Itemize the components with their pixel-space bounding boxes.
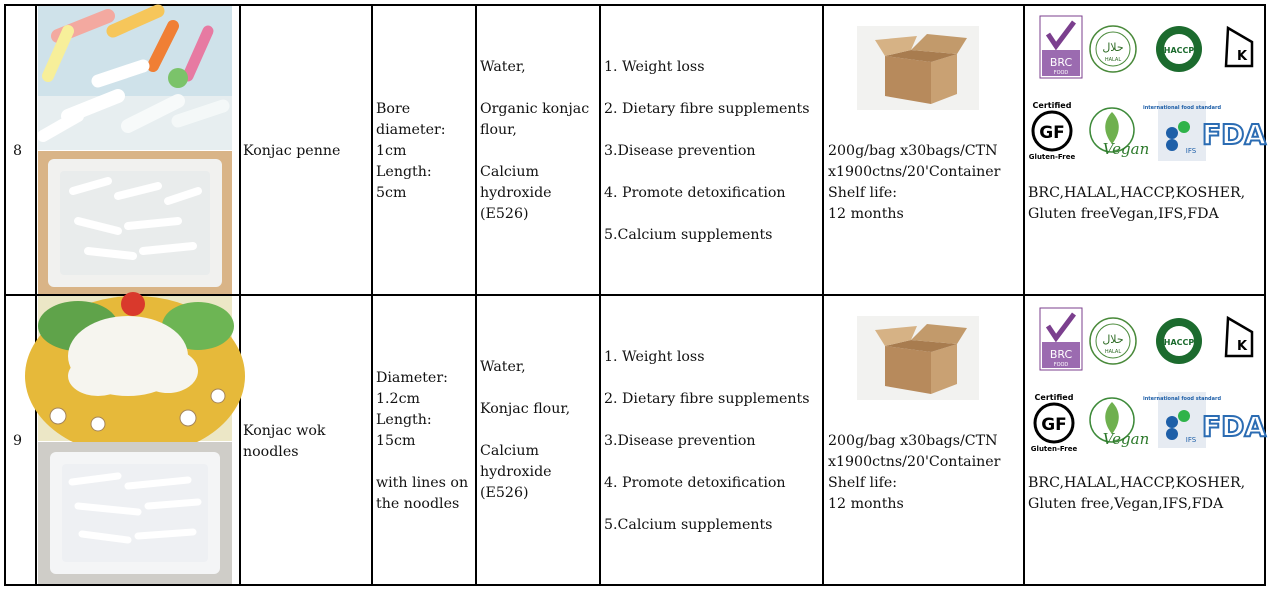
spec-line: diameter: [376,122,446,138]
packing-line: Shelf life: [828,185,898,201]
ifs-logo [1142,101,1222,161]
svg-text:BRC: BRC [1049,56,1073,69]
svg-text:HACCP: HACCP [1163,46,1195,55]
product-name: Konjac penne [243,143,341,159]
col-divider [371,4,373,586]
ingredients [480,57,589,225]
ingredient-line: Konjac flour, [480,401,571,417]
gluten-free-logo [1026,100,1080,162]
brc-logo [1040,308,1082,370]
svg-text:HALAL: HALAL [1104,349,1122,355]
svg-text:K: K [1236,49,1248,64]
svg-text:FDA: FDA [1201,410,1267,443]
spec-line: Diameter: [376,370,448,386]
product-photo-wok-noodles-bag [38,442,232,584]
svg-text:حلال: حلال [1102,41,1124,54]
col-divider [599,4,601,586]
packing-line: x1900ctns/20'Container [828,164,1001,180]
ingredient-line: (E526) [480,206,529,222]
product-spec [376,99,446,204]
row-number: 9 [13,433,23,449]
haccp-logo [1154,316,1204,366]
cert-line: BRC,HALAL,HACCP,KOSHER, [1028,475,1246,491]
benefit-line: 3.Disease prevention [604,143,756,159]
svg-text:Vegan: Vegan [1102,430,1150,448]
brc-logo [1040,16,1082,78]
col-divider [1023,4,1025,586]
table-border-bottom [4,584,1266,586]
svg-text:K: K [1236,339,1248,354]
svg-text:Certified: Certified [1034,393,1074,402]
svg-text:FOOD: FOOD [1053,362,1069,368]
vegan-logo [1086,104,1154,160]
ingredient-line: Water, [480,359,526,375]
svg-text:Certified: Certified [1032,101,1072,110]
spec-line: Length: [376,412,432,428]
spec-line: 1.2cm [376,391,420,407]
svg-text:FDA: FDA [1201,118,1267,151]
product-name [243,421,326,463]
row-number: 8 [13,143,23,159]
product-photo-penne-plate [38,6,232,150]
product-photo-penne-bag [38,151,232,294]
ingredient-line: hydroxide [480,464,552,480]
ingredients [480,357,570,504]
benefit-line: 5.Calcium supplements [604,227,773,243]
cert-line: Gluten freeVegan,IFS,FDA [1028,206,1219,222]
col-divider [35,4,37,586]
svg-text:Vegan: Vegan [1102,140,1150,158]
benefit-line: 2. Dietary fibre supplements [604,101,810,117]
carton-photo [857,316,979,400]
svg-text:FOOD: FOOD [1053,70,1069,76]
product-spec [376,368,468,515]
packing-line: 200g/bag x30bags/CTN [828,143,998,159]
svg-text:IFS: IFS [1185,147,1197,155]
kosher-logo [1222,26,1258,70]
spec-line: 15cm [376,433,416,449]
ingredient-line: Calcium [480,443,539,459]
benefit-line: 4. Promote detoxification [604,475,786,491]
packing-line: 12 months [828,206,904,222]
benefit-line: 1. Weight loss [604,59,705,75]
packing-line: 12 months [828,496,904,512]
packing-info [828,431,1000,515]
table-border-right [1264,4,1266,586]
svg-text:Gluten-Free: Gluten-Free [1028,153,1076,161]
spec-line: Length: [376,164,432,180]
carton-photo [857,26,979,110]
spec-line: the noodles [376,496,460,512]
svg-text:Gluten-Free: Gluten-Free [1030,445,1078,453]
svg-text:international food standard: international food standard [1142,105,1222,111]
svg-text:HALAL: HALAL [1104,57,1122,63]
ingredient-line: hydroxide [480,185,552,201]
vegan-logo [1086,394,1154,450]
ingredient-line: flour, [480,122,517,138]
benefits [604,57,810,246]
packing-line: Shelf life: [828,475,898,491]
kosher-logo [1222,316,1258,360]
benefit-line: 4. Promote detoxification [604,185,786,201]
spec-line: 5cm [376,185,407,201]
col-divider [475,4,477,586]
col-divider [822,4,824,586]
benefit-line: 5.Calcium supplements [604,517,773,533]
certifications-text [1028,183,1245,225]
cert-line: Gluten free,Vegan,IFS,FDA [1028,496,1224,512]
svg-text:حلال: حلال [1102,333,1124,346]
certifications-text [1028,473,1245,515]
ifs-logo [1142,392,1222,448]
ingredient-line: Organic konjac [480,101,590,117]
benefit-line: 3.Disease prevention [604,433,756,449]
ingredient-line: (E526) [480,485,529,501]
packing-line: x1900ctns/20'Container [828,454,1001,470]
fda-logo [1201,116,1267,151]
ingredient-line: Calcium [480,164,539,180]
col-divider [239,4,241,586]
svg-text:international food standard: international food standard [1142,396,1222,402]
spec-line: with lines on [376,475,469,491]
svg-text:IFS: IFS [1185,436,1197,444]
spec-line: Bore [376,101,411,117]
col-divider [4,4,6,586]
cert-line: BRC,HALAL,HACCP,KOSHER, [1028,185,1246,201]
ingredient-line: Water, [480,59,526,75]
benefit-line: 1. Weight loss [604,349,705,365]
gluten-free-logo [1028,392,1082,454]
product-photo-wok-noodles-plate [38,296,232,441]
halal-logo [1088,24,1138,74]
fda-logo [1201,408,1267,443]
product-name-line: noodles [243,444,299,460]
packing-line: 200g/bag x30bags/CTN [828,433,998,449]
spec-line: 1cm [376,143,407,159]
svg-text:GF: GF [1041,415,1067,435]
product-name-line: Konjac wok [243,423,326,439]
svg-text:HACCP: HACCP [1163,338,1195,347]
benefit-line: 2. Dietary fibre supplements [604,391,810,407]
haccp-logo [1154,24,1204,74]
halal-logo [1088,316,1138,366]
benefits [604,347,810,536]
packing-info [828,141,1000,225]
svg-text:GF: GF [1039,123,1065,143]
svg-text:BRC: BRC [1049,348,1073,361]
